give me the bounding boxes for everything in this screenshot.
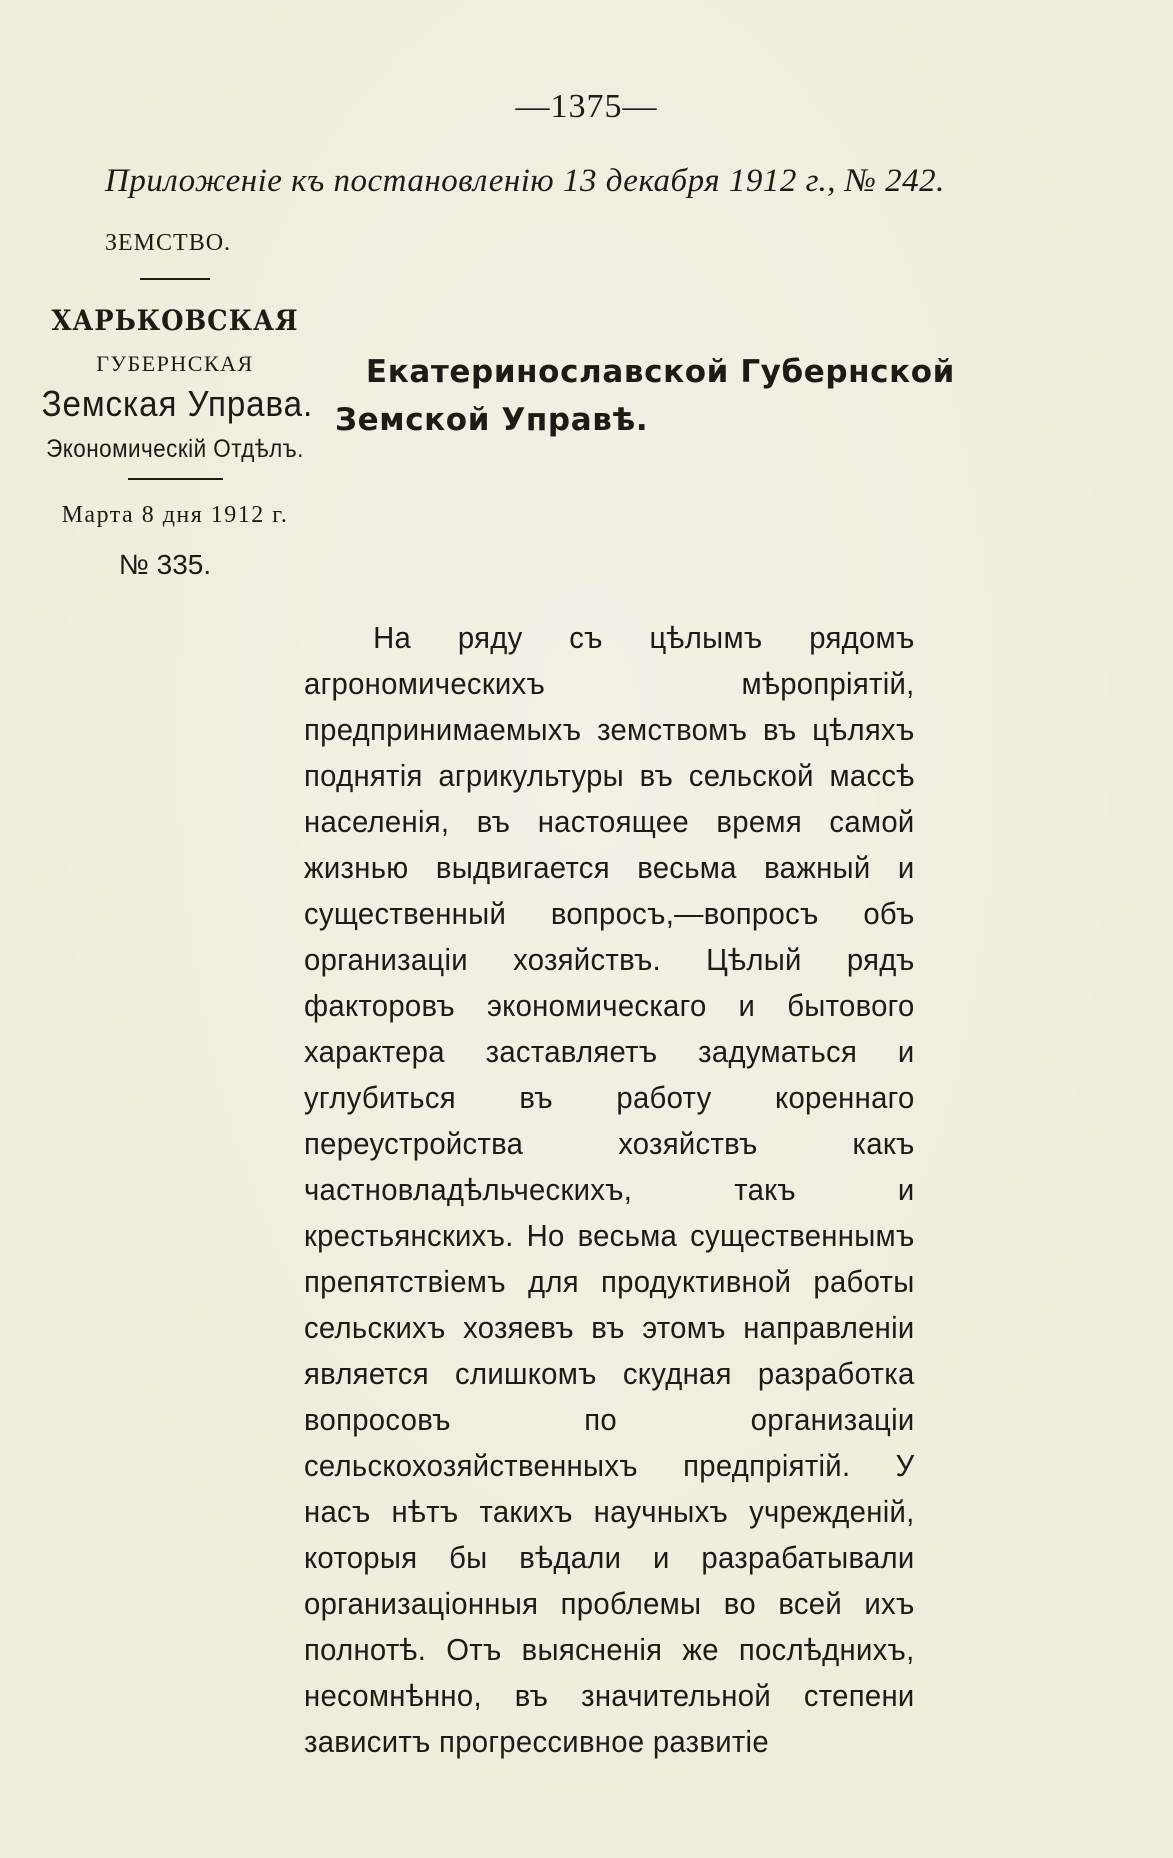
appendix-note: Приложеніе къ постановленію 13 декабря 1912 г., № 242.	[105, 163, 945, 199]
zemstvo-label: ЗЕМСТВО.	[105, 230, 232, 256]
addressee	[335, 348, 955, 444]
sender-department: Экономическій Отдѣлъ.	[46, 435, 304, 463]
divider-rule	[128, 478, 223, 480]
letter-body	[304, 615, 915, 1765]
letter-number: № 335.	[118, 549, 212, 580]
sender-block	[30, 230, 320, 581]
addressee-line-2: Земской Управѣ.	[335, 402, 649, 438]
body-paragraph: На ряду съ цѣлымъ рядомъ агрономическихъ мѣропріятій, предпринимаемыхъ земствомъ въ цѣляхъ поднятія агрикультуры въ сельской массѣ населенія, въ настоящее время самой жизнью выдвигается весьма важный и существенный вопросъ,—вопросъ объ организаціи хозяйствъ. Цѣлый рядъ факторовъ экономическаго и бытового характера заставляетъ задуматься и углубиться въ работу кореннаго переустройства хозяйствъ какъ частновладѣльческихъ, такъ и крестьянскихъ. Но весьма существеннымъ препятствіемъ для продуктивной работы сельскихъ хозяевъ въ этомъ направленіи является слишкомъ скудная разработка вопросовъ по организаціи сельскохозяйственныхъ предпріятій. У насъ нѣтъ такихъ научныхъ учрежденій, которыя бы вѣдали и разрабатывали организаціонныя проблемы во всей ихъ полнотѣ. Отъ выясненія же послѣднихъ, несомнѣнно, въ значительной степени зависитъ прогрессивное развитіе	[304, 621, 915, 1759]
page-number: —1375—	[515, 88, 658, 125]
addressee-line-1: Екатеринославской Губернской	[365, 354, 955, 390]
letter-date: Марта 8 дня 1912 г.	[61, 502, 289, 528]
sender-gubernskaya: ГУБЕРНСКАЯ	[96, 351, 254, 376]
sender-region: ХАРЬКОВСКАЯ	[51, 304, 299, 337]
divider-rule	[140, 278, 210, 280]
sender-uprava: Земская Управа.	[41, 383, 314, 424]
